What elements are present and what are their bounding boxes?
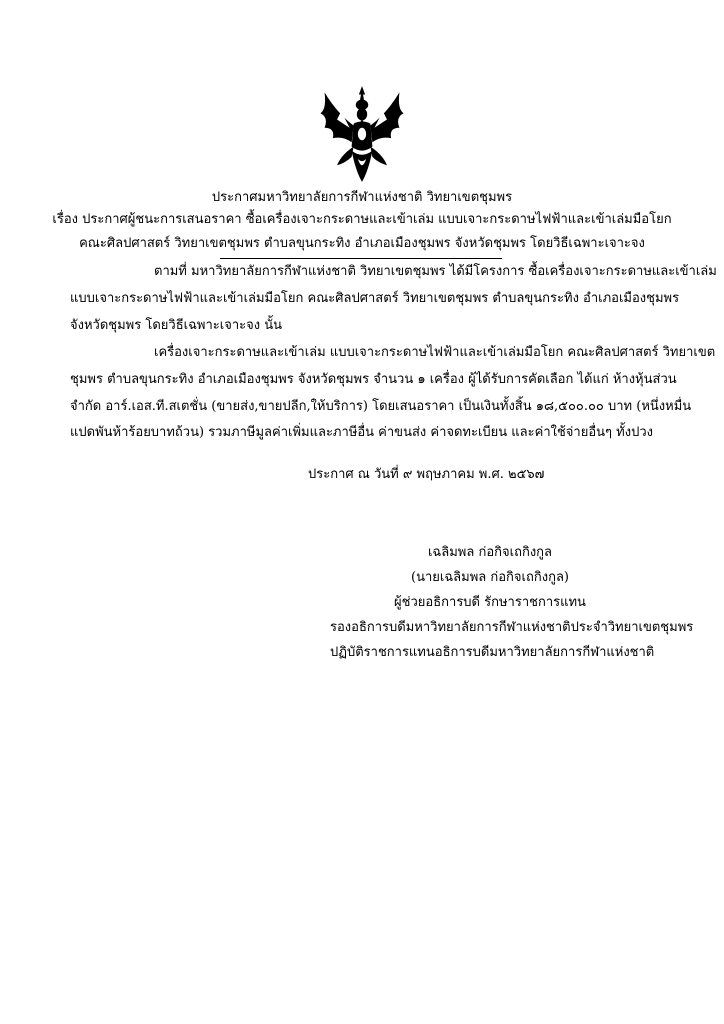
paragraph-1-line-3: จังหวัดชุมพร โดยวิธีเฉพาะเจาะจง นั้น [70,318,282,333]
paragraph-1-line-2: แบบเจาะกระดาษไฟฟ้าและเข้าเล่มมือโยก คณะศิลปศาสตร์ วิทยาเขตชุมพร ตำบลขุนกระทิง อำเภอเมืองชุมพร [70,291,680,306]
header-divider [220,258,502,259]
signature-title-1: ผู้ช่วยอธิการบดี รักษาราชการแทน [394,595,586,610]
garuda-emblem-icon [310,82,414,186]
signature-title-2: รองอธิการบดีมหาวิทยาลัยการกีฬาแห่งชาติประจำวิทยาเขตชุมพร [330,620,694,635]
announcement-date: ประกาศ ณ วันที่ ๙ พฤษภาคม พ.ศ. ๒๕๖๗ [308,467,545,482]
signature-title-3: ปฏิบัติราชการแทนอธิการบดีมหาวิทยาลัยการกีฬาแห่งชาติ [330,645,655,660]
paragraph-2-line-4: แปดพันห้าร้อยบาทถ้วน) รวมภาษีมูลค่าเพิ่มและภาษีอื่น ค่าขนส่ง ค่าจดทะเบียน และค่าใช้จ่ายอื่นๆ ทั้งปวง [70,425,653,440]
subject-line-2: คณะศิลปศาสตร์ วิทยาเขตชุมพร ตำบลขุนกระทิง อำเภอเมืองชุมพร จังหวัดชุมพร โดยวิธีเฉพาะเจาะจง [79,236,645,251]
announcement-title: ประกาศมหาวิทยาลัยการกีฬาแห่งชาติ วิทยาเขตชุมพร [211,190,513,205]
paragraph-2-line-2: ชุมพร ตำบลขุนกระทิง อำเภอเมืองชุมพร จังหวัดชุมพร จำนวน ๑ เครื่อง ผู้ได้รับการคัดเลือก ได้แก่ ห้างหุ้นส่วน [70,372,677,387]
signature-full-name: (นายเฉลิมพล ก่อกิจเถกิงกูล) [411,570,569,585]
paragraph-2-line-1: เครื่องเจาะกระดาษและเข้าเล่ม แบบเจาะกระดาษไฟฟ้าและเข้าเล่มมือโยก คณะศิลปศาสตร์ วิทยาเขต [154,345,716,360]
subject-line-1: เรื่อง ประกาศผู้ชนะการเสนอราคา ซื้อเครื่องเจาะกระดาษและเข้าเล่ม แบบเจาะกระดาษไฟฟ้าและเข้าเล่มมือโยก [52,212,672,227]
paragraph-2-line-3: จำกัด อาร์.เอส.ที.สเตชั่น (ขายส่ง,ขายปลีก,ให้บริการ) โดยเสนอราคา เป็นเงินทั้งสิ้น ๑๘,๕๐๐.๐๐ บาท (หนึ่งหมื่น [70,399,692,414]
signature-name: เฉลิมพล ก่อกิจเถกิงกูล [427,545,553,560]
paragraph-1-line-1: ตามที่ มหาวิทยาลัยการกีฬาแห่งชาติ วิทยาเขตชุมพร ได้มีโครงการ ซื้อเครื่องเจาะกระดาษและเข้าเล่ม [154,264,717,279]
